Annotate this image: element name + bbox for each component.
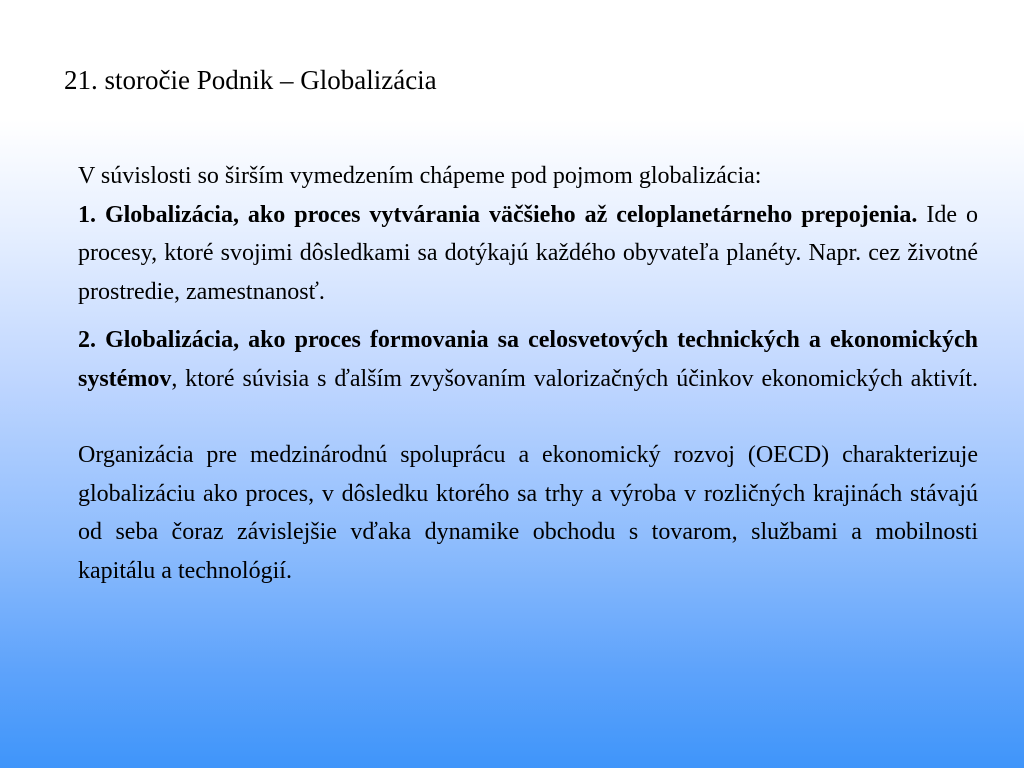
- slide-title: 21. storočie Podnik – Globalizácia: [64, 65, 437, 95]
- oecd-paragraph: [78, 436, 978, 590]
- oecd-text-part-2: stávajú od seba čoraz závislejšie vďaka dynamike obchodu s tovarom, službami a mobilnosti kapitálu a technológií.: [78, 480, 978, 584]
- definition-1-paragraph: [78, 196, 978, 312]
- definition-2-paragraph: [78, 321, 978, 398]
- oecd-text-part-1: Organizácia pre medzinárodnú spoluprácu a ekonomický rozvoj (OECD) charakterizuje globalizáciu ako proces, v dôsledku ktorého sa trhy a výroba v rozličných krajinách: [78, 442, 978, 507]
- slide-body: [78, 157, 978, 590]
- definition-2-heading: 2. Globalizácia, ako proces formovania sa celosvetových technických a ekonomických systémov: [78, 327, 978, 392]
- definition-2-text: , ktoré súvisia s ďalším zvyšovaním valorizačných účinkov ekonomických aktivít.: [171, 365, 978, 392]
- definition-1-text: Ide o procesy, ktoré svojimi dôsledkami sa dotýkajú každého obyvateľa planéty. Napr. cez životné prostredie, zamestnanosť.: [78, 201, 978, 305]
- intro-paragraph: V súvislosti so širším vymedzením chápeme pod pojmom globalizácia:: [78, 163, 762, 189]
- definition-1-heading: 1. Globalizácia, ako proces vytvárania väčšieho až celoplanetárneho prepojenia.: [78, 201, 918, 228]
